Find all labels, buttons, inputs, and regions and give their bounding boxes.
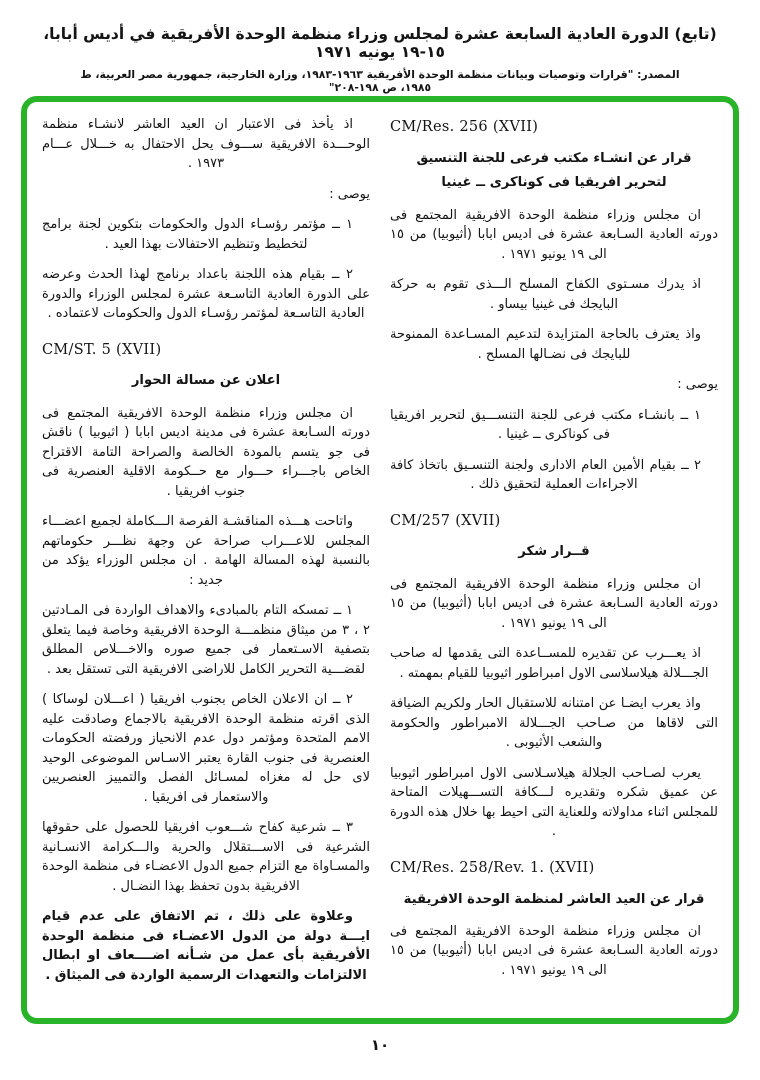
- resolution-title: قرار عن العيد العاشر لمنظمة الوحدة الافريقية: [403, 891, 705, 907]
- two-column-text: [27, 102, 733, 1018]
- numbered-item: ١ ــ بانشـاء مكتب فرعى للجنة التنســـيق لتحرير افريقيا فى كوناكرى ــ غينيا .: [390, 407, 701, 443]
- paragraph: واتاحت هـــذه المناقشـة الفرصة الـــكاملة لجميع اعضـــاء المجلس للاعـــراب صراحة عن وجهة نظـــر حكوماتهم بالنسبة لهذه المسالة الهامة . ان مجلس الوزراء يؤكد من جديد :: [42, 514, 370, 588]
- column-right: [390, 115, 718, 1005]
- numbered-item: ٢ ــ ان الاعلان الخاص بجنوب افريقيا ( اعـــلان لوساكا ) الذى اقرته منظمة الوحدة الافريقية بالاجماع وصادقت عليه الامم المتحدة ومؤتمر دول عدم الانحياز ورفضته الحكومات العنصرية فى جنوب القارة يعتبر الاسـاس الموضوعى الوحيد لاى حل له مغزاه لمسـائل الفصل والتمييز العنصريين والاستعمار فى افريقيا .: [42, 692, 370, 805]
- resolution-title: قــرار شكر: [518, 544, 590, 560]
- source-citation: المصدر: "قرارات وتوصيات وبيانات منظمة الوحدة الأفريقية ١٩٦٣-١٩٨٣، وزارة الخارجية، جمهورية مصر العربية، ط ١٩٨٥، ص ١٩٨-٢٠٨": [80, 68, 680, 94]
- paragraph: يعرب لصـاحب الجلالة هيلاسـلاسى الاول امبراطور اثيوبيا عن عميق شكره وتقديره لـــكافة التســـهيلات المتاحة للمجلس اثناء مداولاته وللعناية التى احيط بها خلال هذه الدورة .: [390, 765, 718, 840]
- page-number: ١٠: [370, 1036, 390, 1054]
- document-frame: [21, 96, 739, 1024]
- resolution-code: CM/257 (XVII): [390, 512, 501, 529]
- paragraph: ان مجلس وزراء منظمة الوحدة الافريقية المجتمع فى دورته العادية السـابعة عشرة فى اديس ابابا (أثيوبيا) من ١٥ الى ١٩ يونيو ١٩٧١ .: [390, 923, 718, 978]
- paragraph: ان مجلس وزراء منظمة الوحدة الافريقية المجتمع فى دورته العادية السـابعة عشرة فى اديس ابابا (أثيوبيا) من ١٥ الى ١٩ يونيو ١٩٧١ .: [390, 207, 718, 262]
- numbered-item: ٢ ــ بقيام هذه اللجنة باعداد برنامج لهذا الحدث وعرضه على الدورة العادية التاسـعة عشرة لمجلس الوزراء والدورة العادية التاسـعة لمؤتمر رؤسـاء الدول والحكومات لاعتماده .: [42, 267, 370, 321]
- paragraph: اذ يدرك مسـتوى الكفاح المسلح الـــذى تقوم به حركة البايجك فى غينيا بيساو .: [390, 277, 701, 312]
- paragraph: واذ يعترف بالحاجة المتزايدة لتدعيم المسـاعدة الممنوحة للبايجك فى نضـالها المسلح .: [390, 327, 701, 362]
- paragraph: واذ يعرب ايضـا عن امتنانه للاستقبال الحار ولكريم الضيافة التى لاقاها من صـاحب الجـــلالة الامبراطور والحكومة والشعب الأثيوبى .: [390, 696, 718, 751]
- resolution-code: CM/Res. 258/Rev. 1. (XVII): [390, 859, 595, 876]
- paragraph: اذ يعـــرب عن تقديره للمســاعدة التى يقدمها له صاحب الجـــلالة هيلاسلاسى الاول امبراطور اثيوبيا للقيام بمهمته .: [390, 646, 709, 681]
- paragraph: اذ يأخذ فى الاعتبار ان العيد العاشر لانشـاء منظمة الوحـــدة الافريقية ســـوف يحل الاحتفال به خـــلال عـــام ١٩٧٣ .: [42, 117, 370, 171]
- resolution-title: قرار عن انشـاء مكتب فرعى للجنة التنسيق لتحرير افريقيا فى كوناكرى ــ غينيا: [416, 150, 692, 191]
- paragraph: ان مجلس وزراء منظمة الوحدة الافريقية المجتمع فى دورته العادية السـابعة عشرة فى اديس ابابا (أثيوبيا) من ١٥ الى ١٩ يونيو ١٩٧١ .: [390, 576, 718, 631]
- numbered-item: ٢ ــ بقيام الأمين العام الادارى ولجنة التنسـيق باتخاذ كافة الاجراءات العملية لتحقيق ذلك .: [390, 457, 701, 493]
- numbered-item: ١ ــ مؤتمر رؤسـاء الدول والحكومات بتكوين لجنة برامج لتخطيط وتنظيم الاحتفالات بهذا العيد .: [42, 217, 353, 252]
- page-header: [0, 0, 760, 94]
- resolution-code: CM/Res. 256 (XVII): [390, 119, 539, 135]
- resolution-title: اعلان عن مسالة الحوار: [131, 373, 281, 389]
- column-left: [42, 115, 370, 1005]
- recommends-label: يوصى :: [329, 186, 370, 202]
- numbered-item: ٣ ــ شرعية كفاح شـــعوب افريقيا للحصول على حقوقها الشرعية فى الاســـتقلال والحرية والـــكرامة الانسـانية والمسـاواة مع التزام جميع الدول الاعضـاء فى منظمة الوحدة الافريقية بدون تحفظ بهذا النضـال .: [42, 820, 370, 894]
- paragraph: وعلاوة على ذلك ، تم الاتفاق على عدم قيام ايـــة دولة من الدول الاعضـاء فى منظمة الوحدة الأفريقية بأى عمل من شـأنه اضــــعاف او ابطال الالتزامات والتعهدات الرسمية الواردة فى الميثاق .: [42, 909, 370, 983]
- paragraph: ان مجلس وزراء منظمة الوحدة الافريقية المجتمع فى دورته السـابعة عشرة فى مدينة اديس ابابا ( اثيوبيا ) ناقش فى جو يتسم بالمودة الخالصة والصراحة التامة الاقتراح الخاص باجـــراء حـــوار مع حــكومة الاقلية العنصرية فى جنوب افريقيا .: [42, 405, 370, 499]
- session-header-title: (تابع) الدورة العادية السابعة عشرة لمجلس وزراء منظمة الوحدة الأفريقية في أديس أبابا، ١٥-١٩ يونيه ١٩٧١: [43, 25, 717, 61]
- numbered-item: ١ ــ تمسكه التام بالمبادىء والاهداف الواردة فى المـادتين ٢ ، ٣ من ميثاق منظمـــة الوحدة الافريقية وخاصة فيما يتعلق بتصفية الاسـتعمار فى جميع صوره والاخـــلاص المطلق لقضـــية التحرير الكامل للاراضى الافريقية التى تستقل بعد .: [42, 603, 370, 677]
- resolution-code: CM/ST. 5 (XVII): [42, 341, 162, 358]
- recommends-label: يوصى :: [677, 377, 718, 393]
